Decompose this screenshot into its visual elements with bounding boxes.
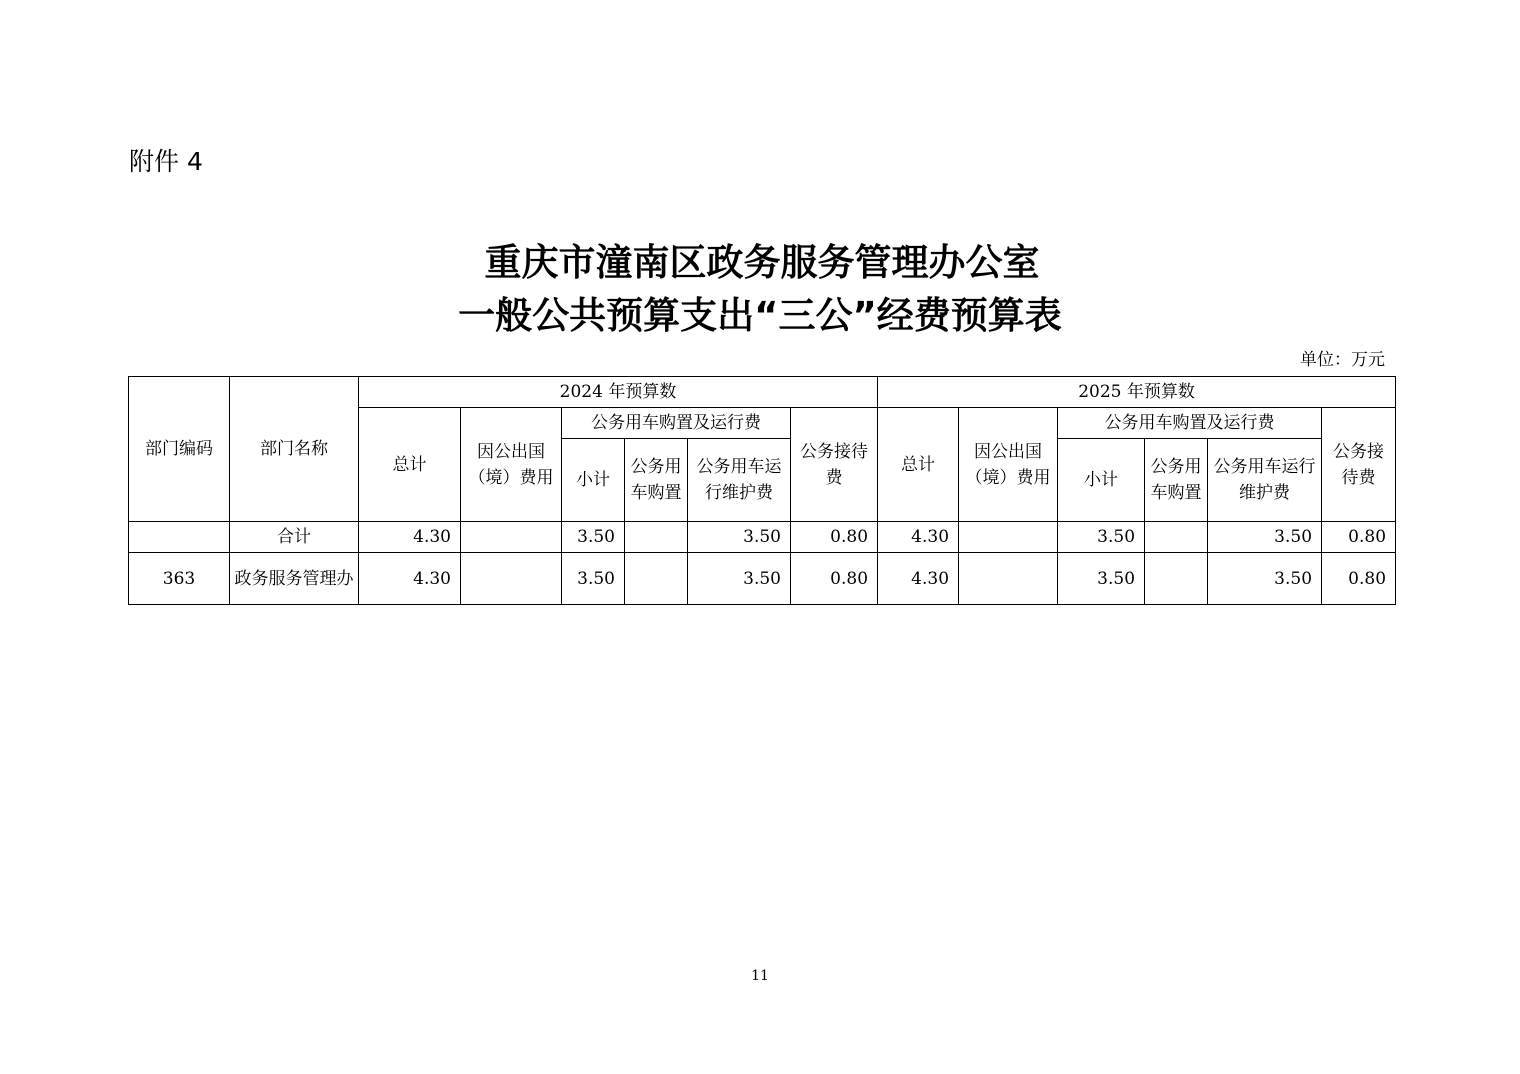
cell-2024-subtotal: 3.50 bbox=[562, 553, 625, 605]
header-year-2024: 2024 年预算数 bbox=[359, 377, 878, 408]
table-row bbox=[129, 522, 1396, 553]
cell-2024-purchase bbox=[625, 522, 688, 553]
cell-2024-total: 4.30 bbox=[359, 522, 461, 553]
cell-2024-purchase bbox=[625, 553, 688, 605]
document-title-line1: 重庆市潼南区政务服务管理办公室 bbox=[484, 241, 1040, 284]
document-title-line2: 一般公共预算支出“三公”经费预算表 bbox=[458, 294, 1062, 337]
cell-2025-purchase bbox=[1145, 522, 1208, 553]
header-2024-vehicle-purchase: 公务用车购置 bbox=[625, 439, 688, 522]
header-2024-abroad: 因公出国（境）费用 bbox=[461, 408, 562, 522]
cell-2025-total: 4.30 bbox=[878, 553, 959, 605]
cell-2024-reception: 0.80 bbox=[791, 522, 878, 553]
cell-code bbox=[129, 522, 230, 553]
cell-2025-maintenance: 3.50 bbox=[1208, 553, 1322, 605]
header-2024-vehicle-group: 公务用车购置及运行费 bbox=[562, 408, 791, 439]
header-2025-reception: 公务接待费 bbox=[1322, 408, 1396, 522]
cell-2025-reception: 0.80 bbox=[1322, 522, 1396, 553]
header-row-years bbox=[129, 377, 1396, 408]
header-2024-subtotal: 小计 bbox=[562, 439, 625, 522]
header-dept-name: 部门名称 bbox=[230, 377, 359, 522]
cell-2024-abroad bbox=[461, 522, 562, 553]
budget-table bbox=[128, 376, 1396, 605]
cell-2025-abroad bbox=[959, 522, 1058, 553]
header-2025-vehicle-maintenance: 公务用车运行维护费 bbox=[1208, 439, 1322, 522]
header-year-2025: 2025 年预算数 bbox=[878, 377, 1396, 408]
cell-2024-reception: 0.80 bbox=[791, 553, 878, 605]
header-dept-code: 部门编码 bbox=[129, 377, 230, 522]
page-number: 11 bbox=[751, 968, 769, 984]
unit-label: 单位：万元 bbox=[1300, 350, 1385, 370]
table-row bbox=[129, 553, 1396, 605]
header-2025-vehicle-group: 公务用车购置及运行费 bbox=[1058, 408, 1322, 439]
header-2025-vehicle-purchase: 公务用车购置 bbox=[1145, 439, 1208, 522]
cell-2025-subtotal: 3.50 bbox=[1058, 553, 1145, 605]
header-2025-subtotal: 小计 bbox=[1058, 439, 1145, 522]
cell-2025-abroad bbox=[959, 553, 1058, 605]
cell-name: 合计 bbox=[230, 522, 359, 553]
cell-2025-reception: 0.80 bbox=[1322, 553, 1396, 605]
attachment-label: 附件 4 bbox=[129, 147, 203, 176]
header-2025-total: 总计 bbox=[878, 408, 959, 522]
cell-2024-subtotal: 3.50 bbox=[562, 522, 625, 553]
cell-2024-maintenance: 3.50 bbox=[688, 553, 791, 605]
cell-2024-total: 4.30 bbox=[359, 553, 461, 605]
cell-2025-total: 4.30 bbox=[878, 522, 959, 553]
cell-2025-purchase bbox=[1145, 553, 1208, 605]
header-2025-abroad: 因公出国（境）费用 bbox=[959, 408, 1058, 522]
cell-2024-abroad bbox=[461, 553, 562, 605]
cell-name: 政务服务管理办 bbox=[230, 553, 359, 605]
header-2024-reception: 公务接待费 bbox=[791, 408, 878, 522]
cell-2025-subtotal: 3.50 bbox=[1058, 522, 1145, 553]
cell-2024-maintenance: 3.50 bbox=[688, 522, 791, 553]
header-2024-vehicle-maintenance: 公务用车运行维护费 bbox=[688, 439, 791, 522]
header-2024-total: 总计 bbox=[359, 408, 461, 522]
cell-2025-maintenance: 3.50 bbox=[1208, 522, 1322, 553]
cell-code: 363 bbox=[129, 553, 230, 605]
